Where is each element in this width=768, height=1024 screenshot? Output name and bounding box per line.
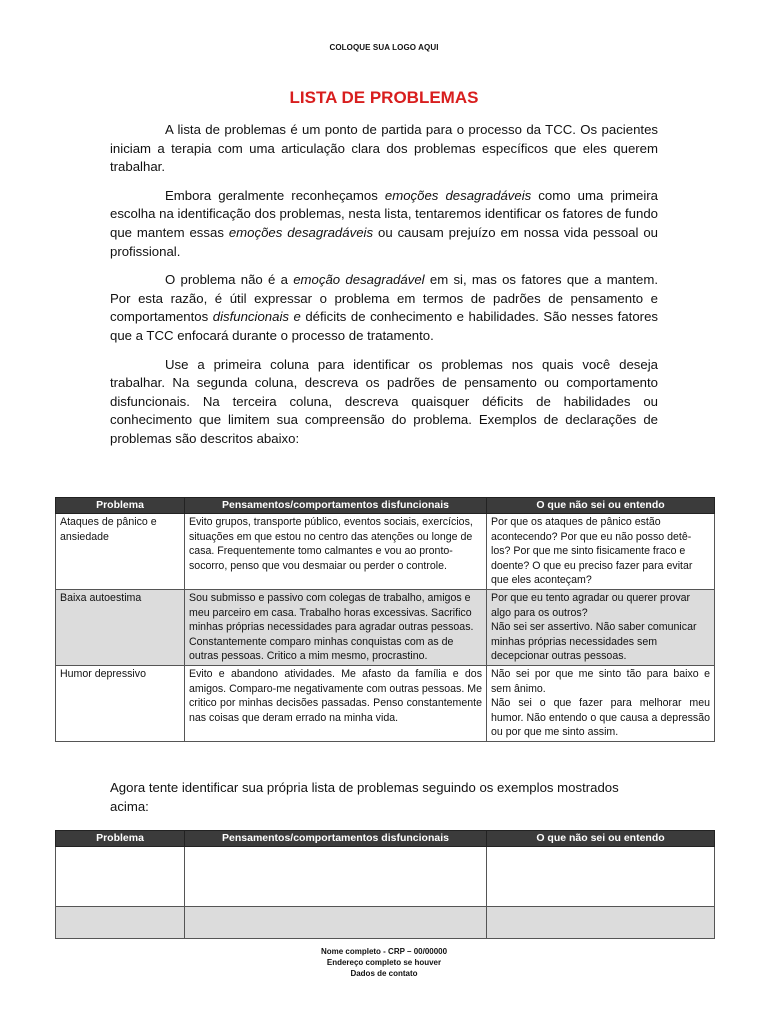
unknown-cell — [487, 665, 715, 741]
problem-cell: Ataques de pânico e ansiedade — [56, 514, 185, 590]
thoughts-cell: Sou submisso e passivo com colegas de trabalho, amigos e meu parceiro em casa. Trabalho horas excessivas. Sacrifico minhas próprias necessidades para agradar outras pessoas. Constantemente comparo minhas conquistas com as de outras pessoas. Critico a mim mesmo, procrastino. — [185, 589, 487, 665]
footer-contact-data: Dados de contato — [350, 969, 418, 978]
table-header-row — [56, 498, 715, 514]
text-run: ou causam prejuízo em nossa vida pessoal ou profissional. — [110, 224, 658, 259]
intro-paragraph-2 — [110, 187, 658, 261]
table-header-row — [56, 831, 715, 847]
intro-paragraph-3 — [110, 271, 658, 345]
emphasis: emoções desagradáveis — [384, 187, 532, 203]
unknown-line: Não sei por que me sinto tão para baixo e sem ânimo. Não sei o que fazer para melhorar meu humor. Não entendo o que causa a depressão ou por que me sinto assim. — [491, 667, 710, 739]
col-header-unknown: O que não sei ou entendo — [487, 831, 715, 847]
text-run: em si, mas os fatores que a mantem. Por esta razão, é útil expressar o problema em termos de padrões de pensamento e comportamentos — [110, 272, 658, 325]
unknown-cell — [487, 589, 715, 665]
footer-contact — [0, 946, 768, 979]
examples-table — [55, 497, 715, 742]
intro-paragraph-1: A lista de problemas é um ponto de partida para o processo da TCC. Os pacientes iniciam a terapia com uma articulação clara dos problemas específicos que eles querem trabalhar. — [110, 122, 658, 175]
blank-problem-cell[interactable] — [56, 847, 185, 907]
text-run: como uma primeira escolha na identificação dos problemas, nesta lista, tentaremos identificar os fatores de fundo que mantem essas — [110, 187, 658, 240]
footer-address: Endereço completo se houver — [326, 958, 442, 967]
footer-name-crp: Nome completo - CRP – 00/00000 — [320, 947, 448, 956]
blank-problem-cell[interactable] — [56, 907, 185, 939]
table-row — [56, 589, 715, 665]
thoughts-cell: Evito grupos, transporte público, eventos sociais, exercícios, situações em que estou no centro das atenções ou longe de casa. Frequentemente tomo calmantes e vou ao pronto-socorro, penso que vou desmaiar ou perder o controle. — [185, 514, 487, 590]
problem-cell: Baixa autoestima — [56, 589, 185, 665]
instruction-prompt: Agora tente identificar sua própria lista de problemas seguindo os exemplos mostrados acima: — [110, 780, 619, 814]
blank-thoughts-cell[interactable] — [185, 847, 487, 907]
text-run: Embora geralmente reconheçamos — [165, 187, 385, 203]
unknown-cell: Por que os ataques de pânico estão acontecendo? Por que eu não posso detê-los? Por que me sinto fisicamente fraco e doente? O que eu preciso fazer para evitar que eles aconteçam? — [487, 514, 715, 590]
intro-paragraph-4: Use a primeira coluna para identificar os problemas nos quais você deseja trabalhar. Na segunda coluna, descreva os padrões de pensamento ou comportamento disfuncionais. Na terceira coluna, descreva quaisquer déficits de habilidades ou conhecimento que limitem sua compreensão do problema. Exemplos de declarações de problemas são descritos abaixo: — [110, 356, 658, 446]
page-title: LISTA DE PROBLEMAS — [289, 88, 479, 107]
logo-placeholder: COLOQUE SUA LOGO AQUI — [329, 43, 439, 52]
emphasis: emoção desagradável — [293, 272, 425, 288]
blank-thoughts-cell[interactable] — [185, 907, 487, 939]
col-header-thoughts: Pensamentos/comportamentos disfuncionais — [185, 831, 487, 847]
emphasis: disfuncionais e — [212, 309, 301, 325]
own-problems-table — [55, 830, 715, 939]
text-run: O problema não é a — [165, 272, 294, 288]
thoughts-cell: Evito e abandono atividades. Me afasto da família e dos amigos. Comparo-me negativamente com outras pessoas. Me critico por minhas decisões passadas. Penso constantemente nas coisas que deram errado na minha vida. — [185, 665, 487, 741]
problem-cell: Humor depressivo — [56, 665, 185, 741]
col-header-problem: Problema — [56, 498, 185, 514]
table-row — [56, 514, 715, 590]
emphasis: emoções desagradáveis — [228, 224, 374, 240]
blank-unknown-cell[interactable] — [487, 907, 715, 939]
table-row — [56, 665, 715, 741]
col-header-thoughts: Pensamentos/comportamentos disfuncionais — [185, 498, 487, 514]
text-run: déficits de conhecimento e habilidades. São nesses fatores que a TCC enfocará durante o processo de tratamento. — [110, 309, 658, 343]
blank-unknown-cell[interactable] — [487, 847, 715, 907]
col-header-unknown: O que não sei ou entendo — [487, 498, 715, 514]
unknown-line: Por que eu tento agradar ou querer provar algo para os outros? Não sei ser assertivo. Não saber comunicar minhas próprias necessidades sem decepcionar outras pessoas. — [491, 591, 697, 663]
blank-table-row — [56, 847, 715, 907]
col-header-problem: Problema — [56, 831, 185, 847]
intro-text — [110, 121, 658, 459]
blank-table-row — [56, 907, 715, 939]
